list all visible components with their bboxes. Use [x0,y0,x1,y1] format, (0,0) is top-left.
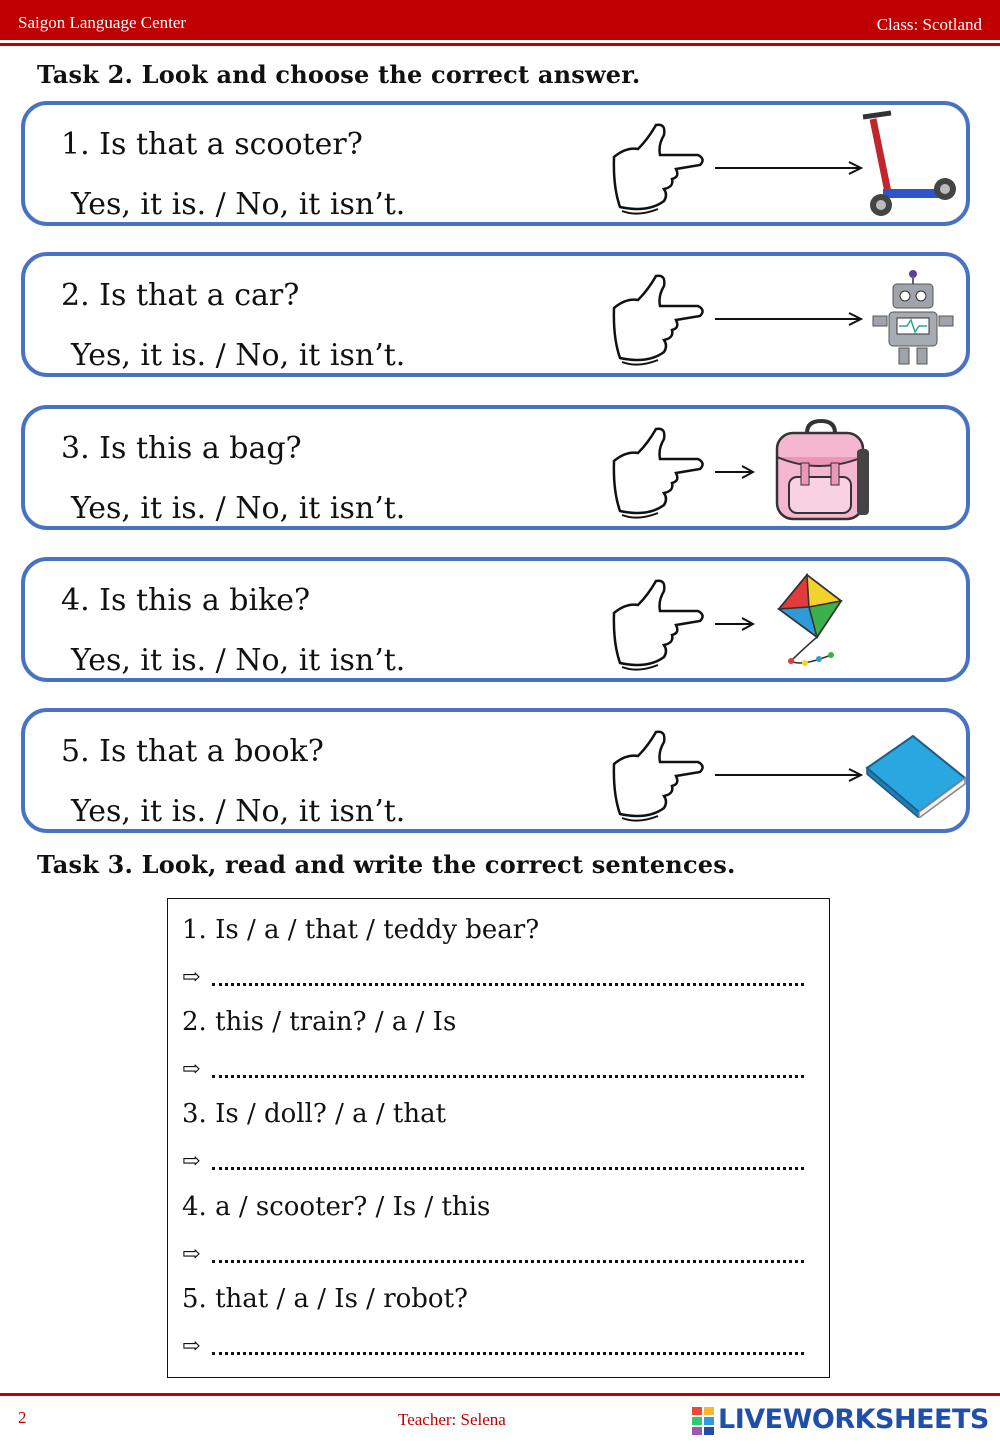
arrow-right-icon: ⇨ [182,965,201,990]
task3-prompt-1: 1. Is / a / that / teddy bear? [182,915,540,945]
book-image [863,732,969,818]
arrow-icon [715,161,863,175]
answer-options[interactable]: Yes, it is. / No, it isn’t. [71,491,406,526]
header-divider [0,43,1000,46]
question-text: 2. Is that a car? [61,278,300,313]
arrow-right-icon: ⇨ [182,1057,201,1082]
question-text: 1. Is that a scooter? [61,127,363,162]
task3-answer-line-5[interactable] [182,1330,804,1360]
task3-answer-line-4[interactable] [182,1238,804,1268]
class-name: Class: Scotland [876,15,982,34]
scooter-image [853,107,963,219]
task3-prompt-3: 3. Is / doll? / a / that [182,1099,447,1129]
brand-name[interactable]: LIVEWORKSHEETS [718,1404,989,1435]
answer-dots[interactable] [212,1338,804,1355]
task3-prompt-5: 5. that / a / Is / robot? [182,1284,468,1314]
pointing-hand-icon [608,421,708,521]
liveworksheets-logo-icon [692,1407,714,1435]
question-box-5 [21,708,970,833]
pointing-hand-icon [608,268,708,368]
answer-options[interactable]: Yes, it is. / No, it isn’t. [71,794,406,829]
task3-answer-line-1[interactable] [182,961,804,991]
answer-dots[interactable] [212,1246,804,1263]
question-box-1 [21,101,970,226]
pointing-hand-icon [608,724,708,824]
arrow-right-icon: ⇨ [182,1334,201,1359]
answer-dots[interactable] [212,1061,804,1078]
school-name: Saigon Language Center [18,13,187,32]
robot-image [859,268,967,372]
answer-options[interactable]: Yes, it is. / No, it isn’t. [71,187,406,222]
footer-divider [0,1393,1000,1396]
bag-image [771,419,873,523]
task2-title: Task 2. Look and choose the correct answer. [37,60,641,89]
arrow-icon [715,768,863,782]
task3-answer-line-3[interactable] [182,1145,804,1175]
teacher-name: Teacher: Selena [398,1410,506,1429]
question-text: 5. Is that a book? [61,734,324,769]
task3-prompt-2: 2. this / train? / a / Is [182,1007,457,1037]
question-text: 4. Is this a bike? [61,583,311,618]
arrow-icon [715,312,863,326]
pointing-hand-icon [608,573,708,673]
arrow-right-icon: ⇨ [182,1242,201,1267]
arrow-right-icon: ⇨ [182,1149,201,1174]
task3-box [167,898,830,1378]
page-number: 2 [18,1408,27,1427]
task3-answer-line-2[interactable] [182,1053,804,1083]
answer-options[interactable]: Yes, it is. / No, it isn’t. [71,338,406,373]
arrow-icon [715,617,755,631]
question-box-3 [21,405,970,530]
pointing-hand-icon [608,117,708,217]
answer-dots[interactable] [212,969,804,986]
task3-prompt-4: 4. a / scooter? / Is / this [182,1192,491,1222]
question-box-4 [21,557,970,682]
question-text: 3. Is this a bag? [61,431,302,466]
answer-dots[interactable] [212,1153,804,1170]
task3-title: Task 3. Look, read and write the correct sentences. [37,850,736,879]
question-box-2 [21,252,970,377]
answer-options[interactable]: Yes, it is. / No, it isn’t. [71,643,406,678]
arrow-icon [715,465,755,479]
kite-image [771,571,845,677]
